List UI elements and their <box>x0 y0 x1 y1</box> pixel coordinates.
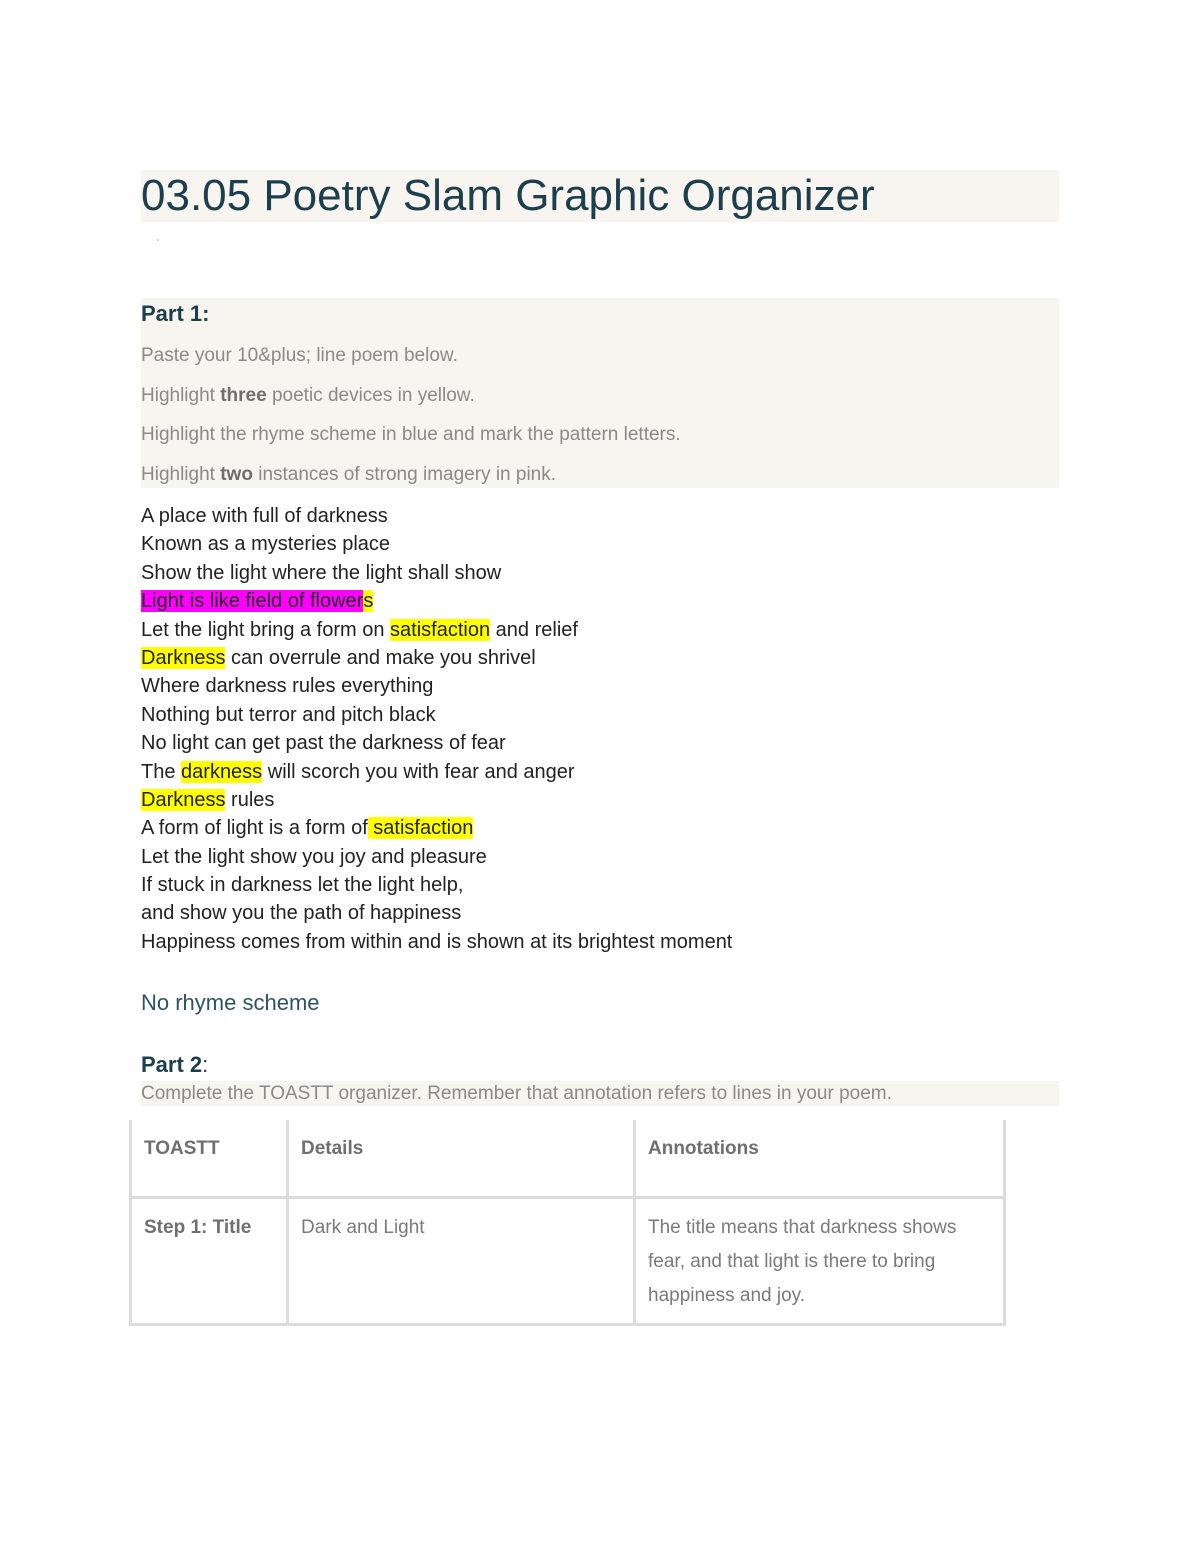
poem-line <box>141 871 732 899</box>
instruction-text: instances of strong imagery in pink. <box>252 464 557 485</box>
poem-text: and show you the path of happiness <box>141 902 462 925</box>
poem-body <box>141 502 732 956</box>
instruction-text: Paste your 10&plus; line poem below. <box>141 345 458 366</box>
poem-line <box>141 530 732 558</box>
part2-heading-text: Part 2 <box>141 1052 203 1077</box>
instruction-emphasis: two <box>220 464 253 485</box>
annotation-cell: The title means that darkness shows fear, and that light is there to bring happiness and joy. <box>635 1198 1005 1325</box>
poem-text: Show the light where the light shall show <box>141 561 502 584</box>
poem-text: will scorch you with fear and anger <box>262 760 575 783</box>
poem-line <box>141 587 732 615</box>
poem-text: Known as a mysteries place <box>141 533 391 556</box>
poem-text: Where darkness rules everything <box>141 675 434 698</box>
instruction-rhyme-scheme <box>141 421 681 449</box>
poem-text: No light can get past the darkness of fear <box>141 732 506 755</box>
poem-line <box>141 701 732 729</box>
yellow-highlight: Darkness <box>141 646 226 669</box>
poem-text: and relief <box>490 618 578 641</box>
yellow-highlight: s <box>363 590 374 613</box>
poem-line <box>141 758 732 786</box>
yellow-highlight: satisfaction <box>390 618 491 641</box>
poem-text: Let the light bring a form on <box>141 618 391 641</box>
poem-text: Let the light show you joy and pleasure <box>141 845 487 868</box>
instruction-imagery <box>141 461 556 489</box>
instruction-text: Highlight <box>141 385 221 406</box>
poem-text: rules <box>225 788 275 811</box>
yellow-highlight: Darkness <box>141 788 226 811</box>
poem-line <box>141 928 732 956</box>
poem-line <box>141 843 732 871</box>
instruction-emphasis: three <box>220 385 267 406</box>
column-header-details: Details <box>288 1120 635 1198</box>
yellow-highlight: darkness <box>181 760 263 783</box>
part2-instruction: Complete the TOASTT organizer. Remember that annotation refers to lines in your poem. <box>141 1083 892 1104</box>
rhyme-scheme-note: No rhyme scheme <box>141 990 320 1015</box>
poem-line <box>141 672 732 700</box>
part1-heading: Part 1: <box>141 301 210 326</box>
instruction-poetic-devices <box>141 382 475 410</box>
step-label: Step 1: Title <box>131 1198 288 1325</box>
poem-text: A place with full of darkness <box>141 505 388 527</box>
poem-text: can overrule and make you shrivel <box>225 646 536 669</box>
poem-text: A form of light is a form of <box>141 817 368 840</box>
poem-line <box>141 814 732 842</box>
poem-text: If stuck in darkness let the light help, <box>141 874 464 897</box>
poem-text: Happiness comes from within and is shown at its brightest moment <box>141 930 733 953</box>
table-header-row <box>131 1120 1005 1198</box>
poem-line <box>141 502 732 530</box>
instruction-paste-poem <box>141 342 458 370</box>
instruction-text: poetic devices in yellow. <box>266 385 475 406</box>
poem-text: Nothing but terror and pitch black <box>141 703 436 726</box>
part2-heading-colon: : <box>202 1052 209 1077</box>
yellow-highlight: satisfaction <box>367 817 474 840</box>
page-title: 03.05 Poetry Slam Graphic Organizer <box>141 171 875 220</box>
poem-line <box>141 559 732 587</box>
poem-line <box>141 616 732 644</box>
poem-line <box>141 644 732 672</box>
column-header-toastt: TOASTT <box>131 1120 288 1198</box>
column-header-annotations: Annotations <box>635 1120 1005 1198</box>
poem-line <box>141 729 732 757</box>
poem-text: The <box>141 760 182 783</box>
details-cell: Dark and Light <box>288 1198 635 1325</box>
stray-mark: ' <box>157 238 159 249</box>
toastt-table <box>129 1120 1006 1326</box>
poem-line <box>141 899 732 927</box>
table-row <box>131 1198 1005 1325</box>
instruction-text: Highlight <box>141 464 221 485</box>
pink-highlight: Light is like field of flower <box>141 590 364 613</box>
part2-heading <box>141 1050 208 1080</box>
instruction-text: Highlight the rhyme scheme in blue and mark the pattern letters. <box>141 424 681 445</box>
poem-line <box>141 786 732 814</box>
